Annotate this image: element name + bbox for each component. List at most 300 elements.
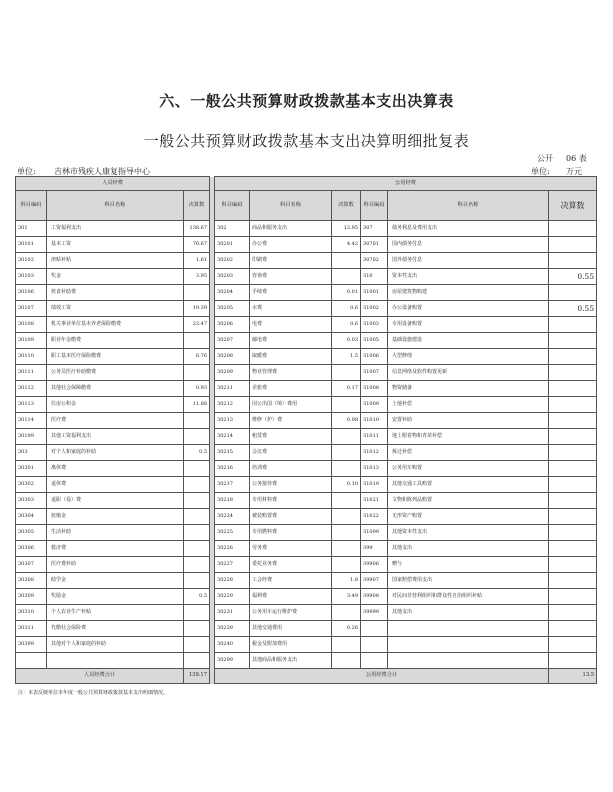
cell-name3: 其他支出 (388, 541, 549, 557)
cell-amount: 3.95 (184, 269, 210, 285)
cell-amount2: 0.08 (332, 413, 361, 429)
cell-name3: 安置补助 (388, 413, 549, 429)
cell-amount: 70.67 (184, 237, 210, 253)
table-row (16, 653, 597, 669)
cell-amount3 (549, 637, 597, 653)
cell-amount (184, 461, 210, 477)
cell-amount3 (549, 573, 597, 589)
table-row (16, 381, 597, 397)
cell-code2: 30202 (215, 253, 250, 269)
cell-code3: 31007 (361, 365, 388, 381)
cell-amount: 6.76 (184, 349, 210, 365)
cell-code2: 30215 (215, 445, 250, 461)
table-row (16, 557, 597, 573)
cell-code (16, 653, 47, 669)
header-name2: 科目名称 (250, 191, 332, 221)
cell-amount2: 0.26 (332, 621, 361, 637)
cell-name3: 国家赔偿费用支出 (388, 573, 549, 589)
cell-name2: 工会经费 (250, 573, 332, 589)
cell-amount3 (549, 365, 597, 381)
cell-amount2: 1.5 (332, 349, 361, 365)
cell-amount3 (549, 493, 597, 509)
cell-amount2 (332, 493, 361, 509)
total-public-label: 公用经费合计 (215, 669, 549, 684)
table-row (16, 333, 597, 349)
cell-name: 助学金 (47, 573, 184, 589)
cell-name2: 被装购置费 (250, 509, 332, 525)
cell-amount2 (332, 253, 361, 269)
cell-name: 机关事业单位基本养老保险缴费 (47, 317, 184, 333)
cell-code2: 30227 (215, 557, 250, 573)
table-row (16, 365, 597, 381)
cell-amount2 (332, 605, 361, 621)
cell-amount2: 1.8 (332, 573, 361, 589)
cell-amount2: 0.03 (332, 333, 361, 349)
cell-code3: 39907 (361, 573, 388, 589)
table-row (16, 589, 597, 605)
cell-code3: 310 (361, 269, 388, 285)
cell-amount (184, 653, 210, 669)
cell-amount (184, 621, 210, 637)
cell-amount3 (549, 381, 597, 397)
cell-name3 (388, 653, 549, 669)
cell-code3: 31011 (361, 429, 388, 445)
cell-code: 303 (16, 445, 47, 461)
cell-name3: 无形资产购置 (388, 509, 549, 525)
cell-name2: 培训费 (250, 461, 332, 477)
cell-amount (184, 605, 210, 621)
cell-name2: 维修（护）费 (250, 413, 332, 429)
cell-amount2 (332, 429, 361, 445)
cell-amount2: 0.17 (332, 381, 361, 397)
table-row (16, 461, 597, 477)
table-row (16, 349, 597, 365)
cell-code2: 30239 (215, 621, 250, 637)
cell-name: 公务员医疗补助缴费 (47, 365, 184, 381)
table-body (16, 221, 597, 669)
cell-name: 其他对个人和家庭的补助 (47, 637, 184, 653)
cell-amount2: 0.6 (332, 301, 361, 317)
unit-name: 吉林市残疾人康复指导中心 (54, 167, 150, 176)
cell-name: 医疗费补助 (47, 557, 184, 573)
cell-amount2: 3.49 (332, 589, 361, 605)
cell-code: 30307 (16, 557, 47, 573)
cell-name3: 国内债务付息 (388, 237, 549, 253)
form-label: 公开 (537, 154, 553, 163)
cell-amount3 (549, 541, 597, 557)
cell-name: 救济费 (47, 541, 184, 557)
cell-amount (184, 557, 210, 573)
cell-code3: 31021 (361, 493, 388, 509)
cell-name: 抚恤金 (47, 509, 184, 525)
cell-amount3 (549, 509, 597, 525)
cell-name2: 其他交通费用 (250, 621, 332, 637)
cell-name2: 办公费 (250, 237, 332, 253)
cell-amount3 (549, 525, 597, 541)
cell-code: 30110 (16, 349, 47, 365)
cell-amount3 (549, 429, 597, 445)
cell-code2: 302 (215, 221, 250, 237)
cell-name3: 债务利息及费用支出 (388, 221, 549, 237)
cell-amount2 (332, 461, 361, 477)
cell-name: 个人农业生产补贴 (47, 605, 184, 621)
table-row (16, 637, 597, 653)
cell-code: 30107 (16, 301, 47, 317)
cell-code2: 30205 (215, 301, 250, 317)
cell-name3: 其他交通工具购置 (388, 477, 549, 493)
cell-code2: 30212 (215, 397, 250, 413)
cell-amount: 0.93 (184, 381, 210, 397)
cell-amount2 (332, 397, 361, 413)
cell-code3: 31012 (361, 445, 388, 461)
cell-name3 (388, 637, 549, 653)
cell-amount (184, 573, 210, 589)
cell-name: 津贴补贴 (47, 253, 184, 269)
cell-name: 其他工资福利支出 (47, 429, 184, 445)
cell-code3: 39999 (361, 605, 388, 621)
cell-name3: 信息网络及软件购置更新 (388, 365, 549, 381)
cell-code: 30106 (16, 285, 47, 301)
cell-code3: 31003 (361, 317, 388, 333)
cell-code3: 31005 (361, 333, 388, 349)
total-row (16, 669, 597, 684)
header-amount2: 决算数 (332, 191, 361, 221)
cell-code3 (361, 653, 388, 669)
cell-code: 30305 (16, 525, 47, 541)
cell-amount2 (332, 509, 361, 525)
cell-code: 30308 (16, 573, 47, 589)
table-row (16, 237, 597, 253)
cell-code3: 307 (361, 221, 388, 237)
cell-name: 退职（役）费 (47, 493, 184, 509)
cell-code2: 30208 (215, 349, 250, 365)
cell-code3: 31010 (361, 413, 388, 429)
cell-code: 30114 (16, 413, 47, 429)
header-code2: 科目编码 (215, 191, 250, 221)
cell-code3: 31022 (361, 509, 388, 525)
cell-code2: 30206 (215, 317, 250, 333)
cell-name: 基本工资 (47, 237, 184, 253)
cell-amount2: 4.42 (332, 237, 361, 253)
cell-code2: 30216 (215, 461, 250, 477)
cell-code: 30304 (16, 509, 47, 525)
cell-amount3 (549, 557, 597, 573)
cell-amount2: 0.10 (332, 477, 361, 493)
cell-code2: 30299 (215, 653, 250, 669)
cell-name3: 公务用车购置 (388, 461, 549, 477)
cell-amount: 1.61 (184, 253, 210, 269)
cell-code2: 30217 (215, 477, 250, 493)
cell-amount (184, 413, 210, 429)
cell-amount3 (549, 621, 597, 637)
cell-amount (184, 365, 210, 381)
cell-name3: 对民间非营利组织和群众性自治组织补贴 (388, 589, 549, 605)
cell-amount (184, 285, 210, 301)
cell-amount2 (332, 525, 361, 541)
cell-amount (184, 333, 210, 349)
cell-code: 30311 (16, 621, 47, 637)
cell-name2: 电费 (250, 317, 332, 333)
cell-name: 对个人和家庭的补助 (47, 445, 184, 461)
cell-code: 30301 (16, 461, 47, 477)
cell-code2: 30214 (215, 429, 250, 445)
cell-name3 (388, 621, 549, 637)
table-row (16, 397, 597, 413)
cell-code2: 30218 (215, 493, 250, 509)
cell-amount3 (549, 445, 597, 461)
cell-amount3 (549, 349, 597, 365)
cell-code3: 31099 (361, 525, 388, 541)
cell-code2: 30240 (215, 637, 250, 653)
total-public-value: 13.5 (549, 669, 597, 684)
table-row (16, 221, 597, 237)
cell-amount2: 0.6 (332, 317, 361, 333)
cell-amount2 (332, 445, 361, 461)
cell-name2: 印刷费 (250, 253, 332, 269)
table-row (16, 285, 597, 301)
cell-amount2 (332, 557, 361, 573)
cell-code3: 31008 (361, 381, 388, 397)
cell-code2: 30231 (215, 605, 250, 621)
cell-code2: 30204 (215, 285, 250, 301)
cell-name3: 地上附着物和青苗补偿 (388, 429, 549, 445)
cell-name3: 土地补偿 (388, 397, 549, 413)
cell-amount (184, 429, 210, 445)
cell-name: 绩效工资 (47, 301, 184, 317)
cell-code2: 30203 (215, 269, 250, 285)
footnote: 注：本表反映单位本年度一般公共预算财政拨款基本支出明细情况。 (18, 690, 169, 696)
cell-code3 (361, 621, 388, 637)
cell-name3: 专用设备购置 (388, 317, 549, 333)
cell-name2: 会议费 (250, 445, 332, 461)
cell-name2: 公务接待费 (250, 477, 332, 493)
cell-amount3: 0.55 (549, 269, 597, 285)
cell-name2: 劳务费 (250, 541, 332, 557)
cell-name2: 咨询费 (250, 269, 332, 285)
cell-amount2 (332, 653, 361, 669)
cell-code: 30101 (16, 237, 47, 253)
cell-name3: 大型修缮 (388, 349, 549, 365)
cell-code: 30111 (16, 365, 47, 381)
cell-name2: 邮电费 (250, 333, 332, 349)
table-row (16, 541, 597, 557)
cell-code3: 39908 (361, 589, 388, 605)
cell-code2: 30207 (215, 333, 250, 349)
cell-name: 奖金 (47, 269, 184, 285)
cell-code: 30109 (16, 333, 47, 349)
cell-code2: 30228 (215, 573, 250, 589)
cell-name2: 租赁费 (250, 429, 332, 445)
table-row (16, 429, 597, 445)
form-number: 06 表 (566, 154, 587, 163)
cell-code2: 30211 (215, 381, 250, 397)
cell-name2: 物业管理费 (250, 365, 332, 381)
section-title: 六、一般公共预算财政拨款基本支出决算表 (159, 92, 454, 110)
cell-amount3 (549, 221, 597, 237)
cell-amount: 0.5 (184, 589, 210, 605)
currency-label: 单位: (531, 167, 550, 176)
cell-name2: 税金及附加费用 (250, 637, 332, 653)
cell-code3: 31001 (361, 285, 388, 301)
table-row (16, 493, 597, 509)
table-row (16, 269, 597, 285)
cell-name3: 资本性支出 (388, 269, 549, 285)
cell-code: 30309 (16, 589, 47, 605)
cell-name: 工资福利支出 (47, 221, 184, 237)
table-row (16, 573, 597, 589)
table-row (16, 477, 597, 493)
cell-code: 30302 (16, 477, 47, 493)
table-row (16, 413, 597, 429)
cell-amount2 (332, 365, 361, 381)
cell-code2: 30225 (215, 525, 250, 541)
table-row (16, 253, 597, 269)
cell-name: 职业年金缴费 (47, 333, 184, 349)
cell-name (47, 653, 184, 669)
cell-code3: 39906 (361, 557, 388, 573)
cell-amount (184, 541, 210, 557)
cell-code2: 30224 (215, 509, 250, 525)
cell-amount3 (549, 333, 597, 349)
cell-code: 30199 (16, 429, 47, 445)
group-header-row (16, 177, 597, 191)
cell-code3: 31019 (361, 477, 388, 493)
cell-name2: 专用材料费 (250, 493, 332, 509)
cell-amount3 (549, 253, 597, 269)
header-amount3: 决算数 (549, 191, 597, 221)
group-personnel: 人员经费 (16, 177, 210, 191)
cell-code3: 31006 (361, 349, 388, 365)
cell-code3 (361, 637, 388, 653)
table-row (16, 525, 597, 541)
cell-name2: 差旅费 (250, 381, 332, 397)
cell-name3: 其他支出 (388, 605, 549, 621)
cell-name3: 房屋建筑物购建 (388, 285, 549, 301)
cell-amount3 (549, 397, 597, 413)
cell-code: 30113 (16, 397, 47, 413)
header-amount: 决算数 (184, 191, 210, 221)
cell-code2: 30209 (215, 365, 250, 381)
cell-name2: 其他商品和服务支出 (250, 653, 332, 669)
cell-code: 30310 (16, 605, 47, 621)
cell-code: 30399 (16, 637, 47, 653)
cell-amount (184, 637, 210, 653)
cell-code3: 30701 (361, 237, 388, 253)
group-public: 公用经费 (215, 177, 597, 191)
cell-name3: 文物和陈列品购置 (388, 493, 549, 509)
table-row (16, 301, 597, 317)
cell-code2: 30213 (215, 413, 250, 429)
cell-name2: 公务用车运行维护费 (250, 605, 332, 621)
table-row (16, 621, 597, 637)
cell-name3: 其他资本性支出 (388, 525, 549, 541)
header-code: 科目编码 (16, 191, 47, 221)
cell-name: 生活补助 (47, 525, 184, 541)
cell-amount3 (549, 317, 597, 333)
cell-amount3 (549, 461, 597, 477)
unit-label: 单位: (17, 167, 36, 176)
cell-code3: 30702 (361, 253, 388, 269)
total-personnel-label: 人员经费合计 (16, 669, 184, 684)
cell-amount3: 0.55 (549, 301, 597, 317)
cell-name2: 委托业务费 (250, 557, 332, 573)
column-header-row (16, 191, 597, 221)
table-title: 一般公共预算财政拨款基本支出决算明细批复表 (143, 132, 470, 150)
expenditure-table (15, 176, 597, 684)
cell-name3: 国外债务付息 (388, 253, 549, 269)
cell-amount3 (549, 653, 597, 669)
currency: 万元 (566, 167, 582, 176)
cell-amount2: 12.95 (332, 221, 361, 237)
cell-name2: 商品和服务支出 (250, 221, 332, 237)
cell-name: 奖励金 (47, 589, 184, 605)
cell-amount3 (549, 605, 597, 621)
cell-name: 伙食补助费 (47, 285, 184, 301)
cell-code: 30306 (16, 541, 47, 557)
cell-code: 30102 (16, 253, 47, 269)
cell-name: 住房公积金 (47, 397, 184, 413)
cell-amount: 23.47 (184, 317, 210, 333)
cell-name3: 拆迁补偿 (388, 445, 549, 461)
cell-code2: 30201 (215, 237, 250, 253)
cell-code3: 31002 (361, 301, 388, 317)
total-personnel-value: 139.17 (184, 669, 210, 684)
cell-name3: 基础设施建设 (388, 333, 549, 349)
table-row (16, 605, 597, 621)
cell-code3: 31009 (361, 397, 388, 413)
cell-amount (184, 477, 210, 493)
table-row (16, 317, 597, 333)
cell-code3: 31013 (361, 461, 388, 477)
cell-name: 退休费 (47, 477, 184, 493)
cell-name2: 取暖费 (250, 349, 332, 365)
cell-amount3 (549, 413, 597, 429)
cell-name2: 水费 (250, 301, 332, 317)
cell-amount3 (549, 589, 597, 605)
cell-name3: 物资储备 (388, 381, 549, 397)
cell-amount (184, 493, 210, 509)
cell-name: 离休费 (47, 461, 184, 477)
cell-amount: 19.39 (184, 301, 210, 317)
cell-name: 职工基本医疗保险缴费 (47, 349, 184, 365)
cell-code2: 30226 (215, 541, 250, 557)
cell-name2: 手续费 (250, 285, 332, 301)
table-row (16, 445, 597, 461)
header-name: 科目名称 (47, 191, 184, 221)
cell-name: 代缴社会保险费 (47, 621, 184, 637)
cell-amount (184, 509, 210, 525)
cell-amount2 (332, 541, 361, 557)
cell-amount (184, 525, 210, 541)
cell-amount3 (549, 477, 597, 493)
cell-name2: 专用燃料费 (250, 525, 332, 541)
cell-code: 301 (16, 221, 47, 237)
cell-amount2 (332, 637, 361, 653)
cell-amount2 (332, 269, 361, 285)
cell-amount: 138.67 (184, 221, 210, 237)
cell-code2: 30229 (215, 589, 250, 605)
cell-name: 医疗费 (47, 413, 184, 429)
header-code3: 科目编码 (361, 191, 388, 221)
cell-code: 30112 (16, 381, 47, 397)
table-row (16, 509, 597, 525)
cell-amount3 (549, 237, 597, 253)
cell-amount: 11.88 (184, 397, 210, 413)
cell-amount2: 0.01 (332, 285, 361, 301)
header-name3: 科目名称 (388, 191, 549, 221)
cell-code: 30108 (16, 317, 47, 333)
cell-code: 30103 (16, 269, 47, 285)
